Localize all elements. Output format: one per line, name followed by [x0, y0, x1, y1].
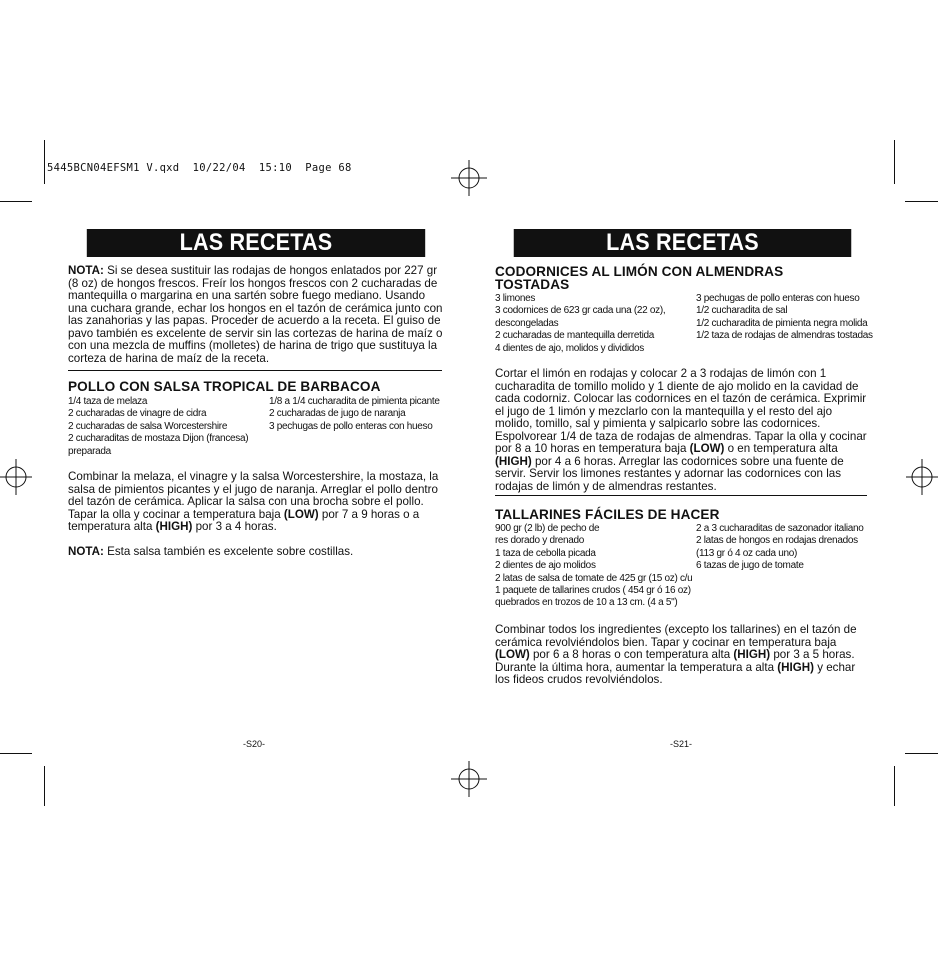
recipe-title-tallarines: TALLARINES FÁCILES DE HACER [495, 507, 720, 522]
ingredient-item: quebrados en trozos de 10 a 13 cm. (4 a 5") [495, 597, 678, 609]
ingredient-item: 2 cucharadas de vinagre de cidra [68, 408, 207, 420]
ingredients-left-column [68, 396, 268, 458]
ingredients-right-column [696, 293, 871, 343]
ingredient-item: preparada [68, 445, 111, 457]
crop-mark [0, 201, 32, 202]
ingredient-item: 2 a 3 cucharaditas de sazonador italiano [696, 523, 864, 534]
ingredient-item: 1/2 taza de rodajas de almendras tostadas [696, 330, 873, 342]
crop-mark [905, 201, 938, 202]
ingredient-item: 3 pechugas de pollo enteras con hueso [269, 420, 433, 432]
nota-label: NOTA: [68, 264, 104, 277]
nota-label: NOTA: [68, 545, 104, 558]
left-nota-bottom [68, 546, 444, 559]
nota-text: Si se desea sustituir las rodajas de hongos enlatados por 227 gr (8 oz) de hongos frescos. Freír los hongos frescos con 2 cucharadas de mantequilla o margarina en una sartén sobre fuego mediano. Usando una cuchara grande, echar los hongos en el tazón de cerámica junto con las zanahorias y las papas. Proceder de acuerdo a la receta. El guiso de pavo también es excelente de servir sin las cortezas de harina de maíz o con una mezcla de muffins (molletes) de harina de trigo que sustituya la corteza de harina de maíz de la receta. [68, 264, 443, 365]
page-number-left: -S20- [243, 739, 266, 749]
high-label: (HIGH) [733, 648, 771, 661]
ingredient-item: 1/2 cucharadita de pimienta negra molida [696, 317, 868, 329]
low-label: (LOW) [689, 442, 725, 455]
ingredient-item: (113 gr ó 4 oz cada uno) [696, 547, 798, 559]
left-nota-top [68, 265, 444, 365]
right-page-banner: LAS RECETAS [514, 229, 852, 257]
ingredient-item: 1/2 cucharadita de sal [696, 305, 788, 317]
crop-mark [44, 140, 45, 184]
ingredient-item: 2 cucharadas de salsa Worcestershire [68, 420, 228, 432]
high-label: (HIGH) [495, 454, 532, 468]
ingredient-item: 2 cucharadas de jugo de naranja [269, 408, 406, 420]
crop-mark [0, 753, 32, 754]
crop-mark [44, 766, 45, 806]
section-divider [68, 370, 442, 371]
crop-mark [894, 766, 895, 806]
low-label: (LOW) [495, 648, 530, 661]
recipe-instructions-pollo: Combinar la melaza, el vinagre y la salsa Worcestershire, la mostaza, la salsa de pimientos picantes y el jugo de naranja. Arreglar el pollo dentro del tazón de cerámica. Aplicar la salsa con una brocha sobre el pollo. Tapar la olla y cocinar a temperatura baja (LOW) por 7 a 9 horas o a temperatura alta (HIGH) por 3 a 4 horas. [68, 470, 439, 533]
crop-mark [905, 753, 938, 754]
ingredient-item: 3 limones [495, 293, 536, 304]
registration-mark-icon [904, 459, 938, 495]
ingredient-item: 4 dientes de ajo, molidos y divididos [495, 342, 644, 354]
page-number-right: -S21- [670, 739, 693, 749]
left-page-banner: LAS RECETAS [87, 229, 425, 257]
section-divider [495, 495, 867, 496]
registration-mark-icon [451, 160, 487, 196]
recipe-instructions-tallarines: Combinar todos los ingredientes (excepto los tallarines) en el tazón de cerámica revolviéndolos bien. Tapar y cocinar en temperatura baja (LOW) por 6 a 8 horas o con temperatura alta (HIGH) por 3 a 5 horas. Durante la última hora, aumentar la temperatura a alta (HIGH) y echar los fideos crudos revolviéndolos. [495, 623, 857, 686]
ingredient-item: 1 taza de cebolla picada [495, 547, 596, 559]
ingredient-item: 6 tazas de jugo de tomate [696, 560, 804, 572]
ingredients-left-column [495, 293, 695, 355]
crop-mark [894, 140, 895, 184]
registration-mark-icon [0, 459, 32, 495]
recipe-title-pollo: POLLO CON SALSA TROPICAL DE BARBACOA [68, 379, 381, 394]
ingredient-item: descongeladas [495, 317, 559, 329]
ingredient-item: 2 cucharadas de mantequilla derretida [495, 330, 655, 342]
ingredients-right-column [696, 523, 871, 573]
ingredients-right-column [269, 396, 444, 433]
ingredient-item: 2 cucharaditas de mostaza Dijon (francesa) [68, 433, 249, 445]
ingredient-item: 2 dientes de ajo molidos [495, 560, 596, 572]
ingredient-item: 1 paquete de tallarines crudos ( 454 gr ó 16 oz) [495, 585, 691, 597]
high-label: (HIGH) [777, 660, 814, 674]
high-label: (HIGH) [155, 520, 193, 533]
ingredient-item: 900 gr (2 lb) de pecho de [495, 523, 600, 534]
ingredient-item: 1/4 taza de melaza [68, 396, 148, 407]
ingredient-item: 1/8 a 1/4 cucharadita de pimienta picante [269, 396, 440, 407]
low-label: (LOW) [283, 507, 319, 521]
registration-mark-icon [451, 761, 487, 797]
recipe-instructions-codornices: Cortar el limón en rodajas y colocar 2 a 3 rodajas de limón con 1 cucharadita de tomillo molido y 1 diente de ajo molido en la cavidad de cada codorniz. Colocar las codornices en el tazón de cerámica. Exprimir el jugo de 1 limón y mezclarlo con la mantequilla y el resto del ajo molido, tomillo, sal y pimienta y salpicarlo sobre las codornices. Espolvorear 1/4 de taza de rodajas de almendras. Tapar la olla y cocinar por 8 a 10 horas en temperatura baja (LOW) o en temperatura alta (HIGH) por 4 a 6 horas. Arreglar las codornices sobre una fuente de servir. Servir los limones restantes y adornar las codornices con las rodajas de limón y de almendras restantes. [495, 367, 867, 493]
ingredient-item: 3 codornices de 623 gr cada una (22 oz), [495, 305, 666, 317]
ingredient-item: 2 latas de salsa de tomate de 425 gr (15 oz) c/u [495, 572, 693, 584]
ingredient-item: res dorado y drenado [495, 535, 585, 547]
slug-line: 5445BCN04EFSM1 V.qxd 10/22/04 15:10 Page 68 [47, 162, 352, 174]
ingredients-left-column [495, 523, 695, 610]
ingredient-item: 3 pechugas de pollo enteras con hueso [696, 293, 860, 304]
ingredient-item: 2 latas de hongos en rodajas drenados [696, 535, 858, 547]
recipe-title-codornices: CODORNICES AL LIMÓN CON ALMENDRAS TOSTADAS [495, 264, 784, 292]
nota-text: Esta salsa también es excelente sobre costillas. [103, 545, 354, 558]
